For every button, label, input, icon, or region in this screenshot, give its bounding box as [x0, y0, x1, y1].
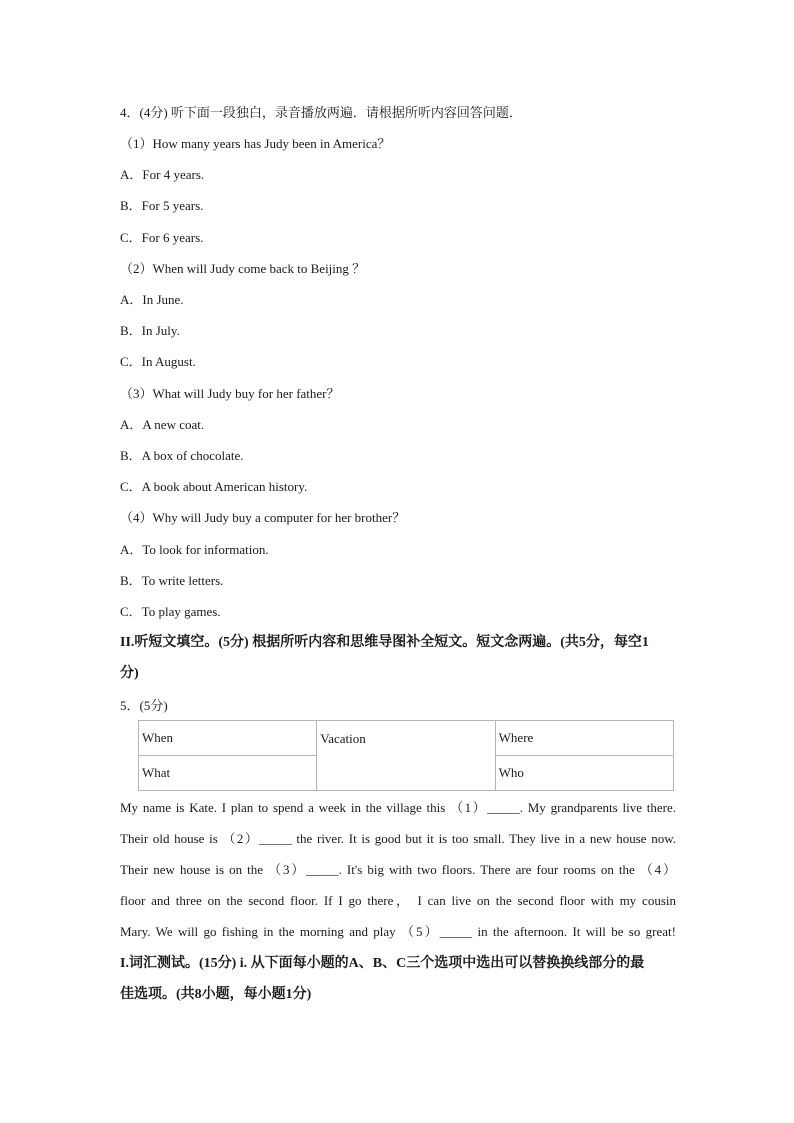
section2-title-line1: II.听短文填空。(5分) 根据所听内容和思维导图补全短文。短文念两遍。(共5分，每空1 [120, 635, 649, 650]
q4-2-option-a: A．In June. [120, 292, 184, 307]
q4-3-question: （3）What will Judy buy for her father？ [120, 386, 340, 401]
passage-line-1: My name is Kate. I plan to spend a week in the village this （1）_____. My grandparents live there. [120, 800, 676, 815]
q4-1-option-a: A．For 4 years. [120, 167, 205, 182]
mind-map-where: Where [495, 721, 673, 756]
mind-map-vacation: Vacation [317, 721, 495, 791]
mind-map-when: When [139, 721, 317, 756]
q4-2-question: （2）When will Judy come back to Beijing ？ [120, 261, 366, 276]
passage-line-3: Their new house is on the （3）_____. It's big with two floors. There are four rooms on the （4） [120, 862, 676, 877]
section1-title-line2: 佳选项。(共8小题，每小题1分) [120, 987, 312, 1002]
q4-3-option-a: A．A new coat. [120, 417, 205, 432]
passage-line-5: Mary. We will go fishing in the morning and play （5）_____ in the afternoon. It will be so great! [120, 924, 676, 939]
q4-1-question: （1）How many years has Judy been in America？ [120, 136, 391, 151]
q5-heading: 5．(5分) [120, 698, 168, 713]
section2-title-line2: 分) [120, 666, 139, 681]
mind-map-table [138, 720, 674, 791]
q4-3-option-b: B．A box of chocolate. [120, 448, 244, 463]
q4-2-option-b: B．In July. [120, 323, 180, 338]
q4-1-option-b: B．For 5 years. [120, 198, 204, 213]
passage-line-2: Their old house is （2）_____ the river. It is good but it is too small. They live in a new house now. [120, 831, 676, 846]
q4-4-option-b: B．To write letters. [120, 573, 224, 588]
q4-3-option-c: C．A book about American history. [120, 479, 308, 494]
q4-1-option-c: C．For 6 years. [120, 230, 204, 245]
q4-4-option-c: C．To play games. [120, 604, 221, 619]
q4-4-question: （4）Why will Judy buy a computer for her brother？ [120, 510, 406, 525]
mind-map-what: What [139, 756, 317, 791]
section1-title-line1: I.词汇测试。(15分) i. 从下面每小题的A、B、C三个选项中选出可以替换换线部分的最 [120, 956, 645, 971]
q4-4-option-a: A．To look for information. [120, 542, 269, 557]
mind-map-who: Who [495, 756, 673, 791]
passage-line-4: floor and three on the second floor. If I go there， I can live on the second floor with my cousin [120, 893, 676, 908]
q4-heading: 4．(4分) 听下面一段独白，录音播放两遍．请根据所听内容回答问题． [120, 105, 522, 120]
q4-2-option-c: C．In August. [120, 354, 196, 369]
